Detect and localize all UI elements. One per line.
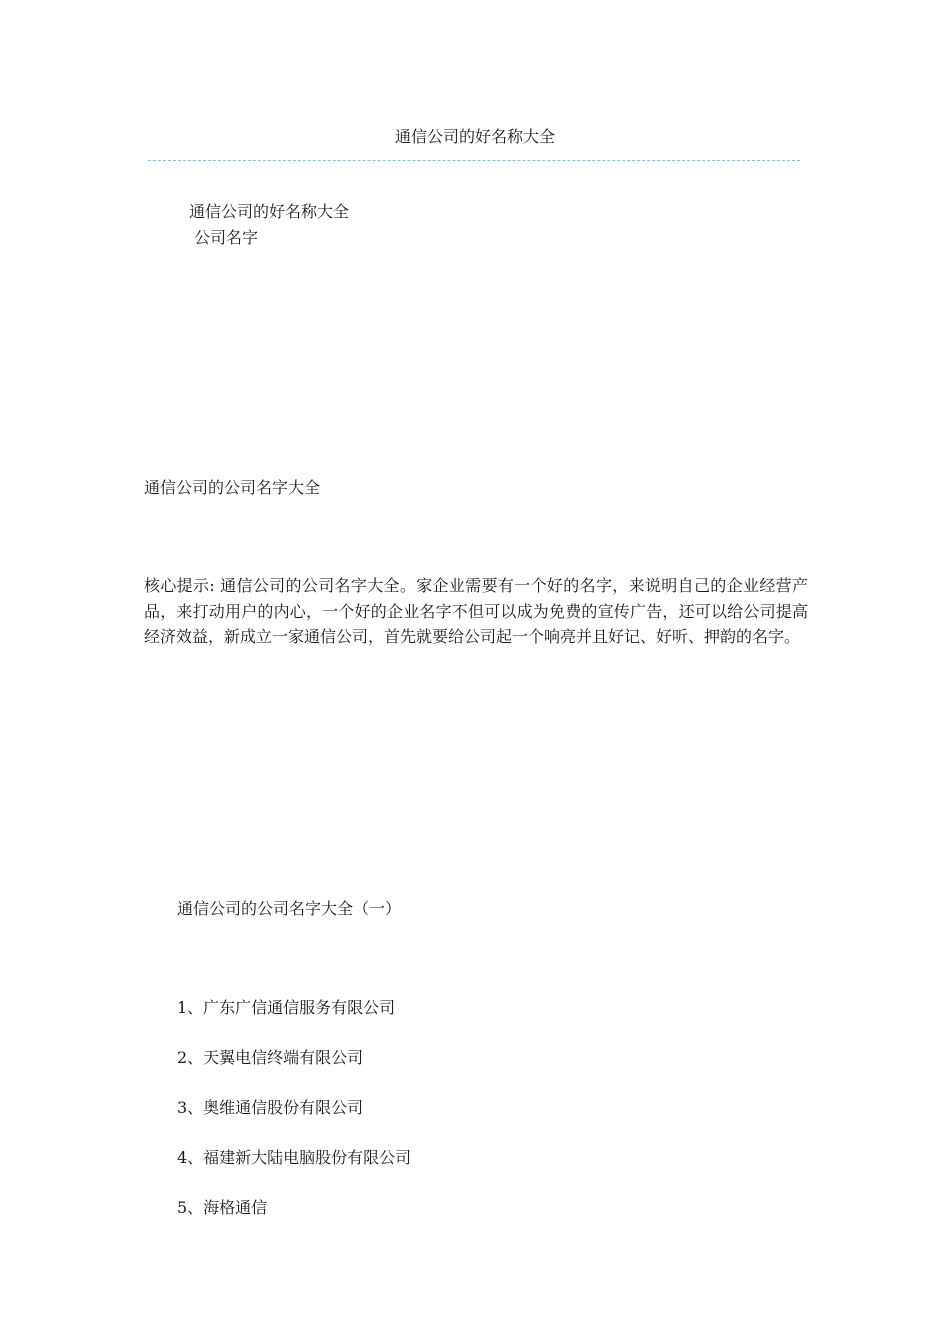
list-item: 4、福建新大陆电脑股份有限公司 bbox=[177, 1148, 412, 1167]
article-heading: 通信公司的公司名字大全 bbox=[144, 478, 321, 497]
page-header-title: 通信公司的好名称大全 bbox=[394, 127, 555, 146]
article-summary: 核心提示: 通信公司的公司名字大全。家企业需要有一个好的名字，来说明自己的企业经营产品，来打动用户的内心，一个好的企业名字不但可以成为免费的宣传广告，还可以给公司提高经济效益，新成立一家通信公司，首先就要给公司起一个响亮并且好记、好听、押韵的名字。 bbox=[144, 576, 808, 646]
header-dashed-divider bbox=[148, 160, 800, 161]
list-item: 3、奥维通信股份有限公司 bbox=[177, 1098, 364, 1117]
intro-subtitle: 公司名字 bbox=[194, 228, 259, 247]
list-item: 1、广东广信通信服务有限公司 bbox=[177, 998, 396, 1017]
list-item: 5、海格通信 bbox=[177, 1198, 268, 1217]
intro-title: 通信公司的好名称大全 bbox=[189, 202, 350, 221]
list-item: 2、天翼电信终端有限公司 bbox=[177, 1048, 364, 1067]
section-title: 通信公司的公司名字大全（一） bbox=[177, 899, 402, 918]
